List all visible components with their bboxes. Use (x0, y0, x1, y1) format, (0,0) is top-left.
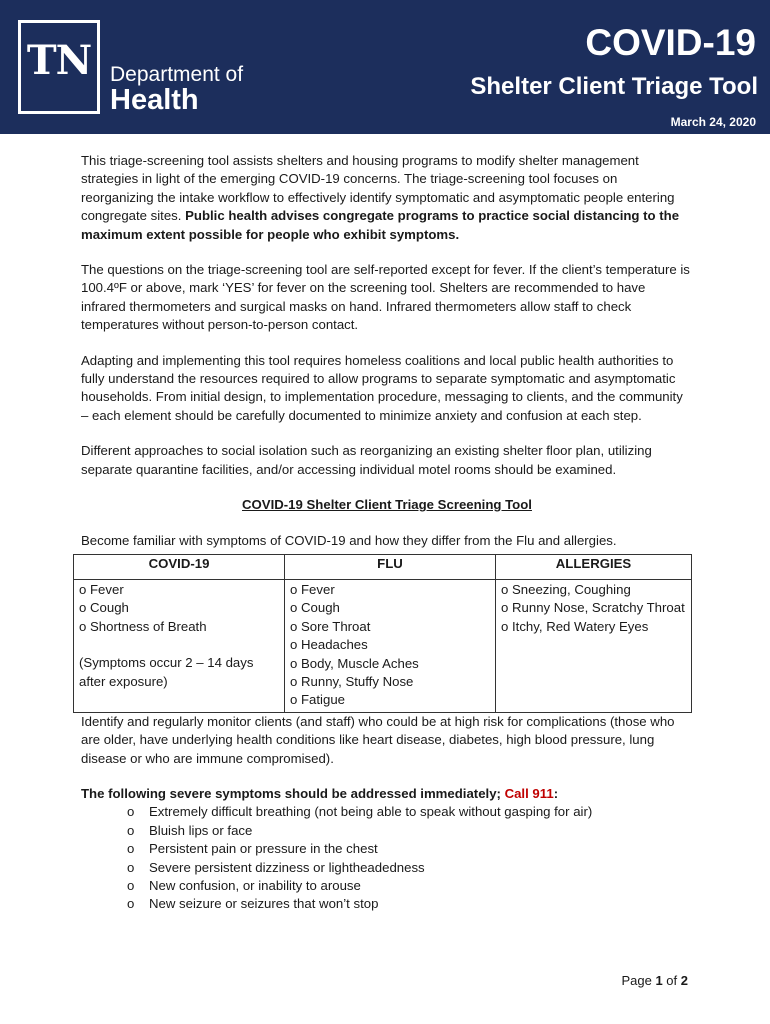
table-header-row (74, 554, 692, 579)
list-item: o Fever (290, 581, 335, 597)
bullet-marker: o (127, 822, 135, 838)
bullet-marker: o (127, 859, 135, 875)
symptom-table (73, 554, 692, 713)
column-header-covid: COVID-19 (74, 554, 285, 579)
list-item: o Cough (290, 600, 340, 616)
list-item-text: Extremely difficult breathing (not being able to speak without gasping for air) (149, 804, 593, 820)
monitor-paragraph: Identify and regularly monitor clients (and staff) who could be at high risk for complications (those who are older, have underlying health conditions like heart disease, diabetes, high blood pressure, lung disease or who are immune compromised). (81, 713, 675, 766)
list-item (81, 895, 693, 913)
list-item (81, 840, 693, 858)
intro-paragraph-1 (81, 152, 693, 244)
page-word: Page (621, 973, 656, 988)
dept-name-line1: Department of (110, 63, 244, 86)
intro-paragraph-2: The questions on the triage-screening tool are self-reported except for fever. If the client’s temperature is 100.4ºF or above, mark ‘YES’ for fever on the screening tool. Shelters are recommended to have infrared thermometers and surgical masks on hand. Infrared thermometers allow staff to check temperatures without person-to-person contact. (81, 262, 690, 333)
page-total: 2 (680, 973, 688, 988)
doc-subtitle: Shelter Client Triage Tool (470, 73, 758, 100)
list-item-text: Severe persistent dizziness or lightheadedness (149, 859, 425, 875)
header-banner (0, 0, 770, 134)
severe-heading-text: The following severe symptoms should be addressed immediately; (81, 785, 505, 801)
list-item (81, 877, 693, 895)
bullet-marker: o (127, 804, 135, 820)
severe-symptoms-list (81, 803, 693, 913)
dept-name-line2: Health (110, 84, 199, 116)
list-item-text: Bluish lips or face (149, 822, 253, 838)
allergies-cell (496, 579, 692, 712)
call-911-text: Call 911 (504, 785, 554, 801)
intro-paragraph-3: Adapting and implementing this tool requires homeless coalitions and local public health authorities to fully understand the resources required to allow programs to separate symptomatic and asymptomatic households. From initial design, to implementation procedure, messaging to clients, and the community – each element should be carefully documented to minimize anxiety and confusion at each step. (81, 352, 683, 423)
bullet-marker: o (127, 841, 135, 857)
of-word: of (662, 973, 681, 988)
severe-symptoms-heading (81, 785, 693, 803)
flu-cell (285, 579, 496, 712)
covid-cell (74, 579, 285, 712)
list-item: o Fatigue (290, 692, 345, 708)
list-item: o Body, Muscle Aches (290, 655, 419, 671)
list-item: o Runny, Stuffy Nose (290, 673, 414, 689)
bullet-marker: o (127, 896, 135, 912)
table-intro: Become familiar with symptoms of COVID-19 and how they differ from the Flu and allergies. (81, 532, 617, 548)
doc-title: COVID-19 (585, 22, 756, 63)
intro-p1-bold: Public health advises congregate programs to practice social distancing to the maximum extent possible for people who exhibit symptoms. (81, 208, 680, 242)
list-item: o Sore Throat (290, 618, 371, 634)
list-item-text: Persistent pain or pressure in the chest (149, 841, 378, 857)
list-item: o Itchy, Red Watery Eyes (501, 618, 649, 634)
tn-logo (18, 20, 100, 114)
list-item-text: New confusion, or inability to arouse (149, 878, 361, 893)
list-item (81, 803, 693, 821)
column-header-allergies: ALLERGIES (496, 554, 692, 579)
list-item: o Runny Nose, Scratchy Throat (501, 600, 685, 616)
covid-onset-note: (Symptoms occur 2 – 14 days after exposure) (79, 655, 254, 689)
list-item (81, 822, 693, 840)
list-item: o Cough (79, 600, 129, 616)
list-item-text: New seizure or seizures that won’t stop (149, 896, 379, 912)
page-footer (621, 973, 688, 988)
page-number: 1 (655, 973, 663, 988)
table-row (74, 579, 692, 712)
heading-colon: : (553, 785, 559, 801)
section-title: COVID-19 Shelter Client Triage Screening Tool (242, 497, 532, 513)
list-item (81, 859, 693, 877)
document-body (81, 152, 693, 914)
intro-paragraph-4: Different approaches to social isolation such as reorganizing an existing shelter floor plan, utilizing separate quarantine facilities, and/or accessing individual motel rooms should be examined. (81, 443, 652, 477)
list-item: o Fever (79, 581, 124, 597)
doc-date: March 24, 2020 (670, 115, 756, 129)
logo-text: TN (26, 37, 92, 84)
column-header-flu: FLU (285, 554, 496, 579)
intro-p1-text: This triage-screening tool assists shelters and housing programs to modify shelter management strategies in light of the emerging COVID-19 concerns. The triage-screening tool focuses on reorganizing the intake workflow to effectively identify symptomatic and asymptomatic people entering congregate sites. (81, 153, 675, 224)
list-item: o Sneezing, Coughing (501, 581, 631, 597)
list-item: o Headaches (290, 637, 368, 653)
bullet-marker: o (127, 878, 135, 893)
list-item: o Shortness of Breath (79, 618, 207, 634)
